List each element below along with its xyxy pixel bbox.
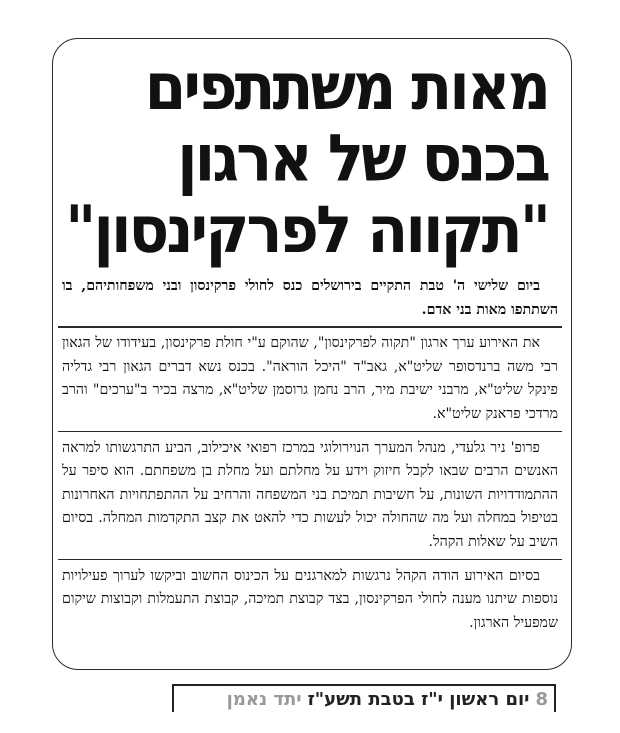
paragraph-divider	[58, 559, 562, 560]
body-paragraph: פרופ' ניר גלעדי, מנהל המערך הנוירולוגי במרכז רפואי איכילוב, הביע התרגשותו למראה האנשים הרבים שבאו לקבל חיזוק וידע על מחלתם ועל מחלת בן משפחתם. הוא סיפר על ההתמודדויות השונות, על חשיבות תמיכת בני המשפחה והרחיב על ההתפתחויות האחרונות בטיפול במחלה ועל מה שהחולה יכול לעשות כדי להאט את קצב התקדמות המחלה. בסיום השיב על שאלות הקהל.	[62, 439, 558, 550]
paragraph-divider	[58, 431, 562, 432]
body-paragraph: את האירוע ערך ארגון "תקוה לפרקינסון", שהוקם ע"י חולת פרקינסון, בעידודו של הגאון רבי משה ברנדסופר שליט"א, גאב"ד "היכל הוראה". בכנס נשא דברים הגאון רבי גדליה פינקל שליט"א, מרבני ישיבת מיר, הרב נחמן גרוסמן שליט"א, מרצה בכיר ב"ערכים" והרב מרדכי פראנק שליט"א.	[62, 335, 558, 422]
headline-line-1: מאות משתתפים	[144, 49, 548, 126]
article-headline	[60, 49, 548, 268]
lead-paragraph: ביום שלישי ה' טבת התקיים בירושלים כנס לחולי פרקינסון ובני משפחותיהם, בו השתתפו מאות בני אדם.	[62, 278, 558, 318]
body-paragraph: בסיום האירוע הודה הקהל נרגשות למארגנים על הכינוס החשוב וביקשו לערוך פעילויות נוספות שיתנו מענה לחולי הפרקינסון, בצד קבוצת תמיכה, קבוצת התעמלות וקבוצות שיקום שמפעיל הארגון.	[62, 567, 558, 631]
publication-name: יתד נאמן	[226, 688, 302, 710]
page-number: 8	[535, 688, 548, 710]
issue-date: יום ראשון י"ז בטבת תשע"ז	[307, 688, 530, 710]
paragraph-divider	[58, 326, 562, 327]
page-footer	[172, 684, 556, 712]
article-body	[62, 275, 558, 645]
headline-line-2: בכנס של ארגון	[177, 121, 548, 197]
headline-line-3: "תקווה לפרקינסון"	[65, 192, 548, 268]
